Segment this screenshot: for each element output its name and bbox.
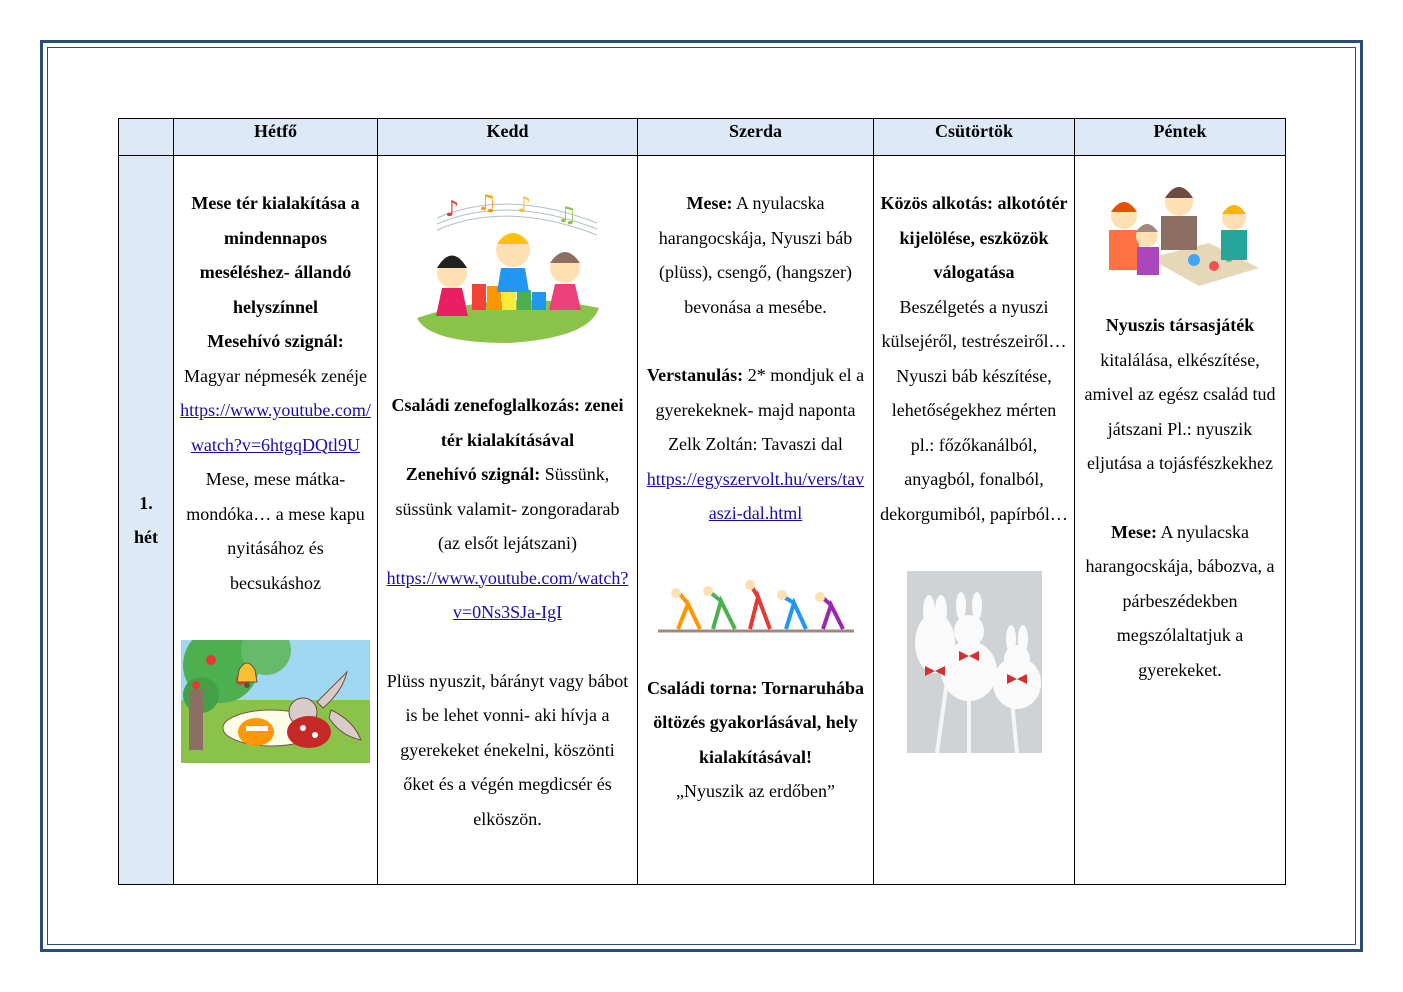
- wednesday-poem-link[interactable]: https://egyszervolt.hu/vers/tavaszi-dal.html: [646, 468, 865, 523]
- week-word: hét: [134, 527, 158, 547]
- thursday-craft-text: Beszélgetés a nyuszi külsejéről, testrészeiről… Nyuszi báb készítése, lehetőségekhez mérten pl.: főzőkanálból, anyagból, fonalból, dekorgumiból, papírból…: [880, 296, 1068, 524]
- monday-rhyme: Mese, mese mátka- mondóka… a mese kapu nyitásához és becsukáshoz: [186, 469, 365, 593]
- day-header-tuesday: Kedd: [378, 119, 638, 156]
- monday-cell: [174, 156, 378, 885]
- week-row: [119, 156, 1286, 885]
- friday-story-label: Mese:: [1111, 521, 1157, 542]
- tuesday-note: Plüss nyuszit, bárányt vagy bábot is be lehet vonni- aki hívja a gyerekeket énekelni, köszönti őket és a végén megdicsér és elköszön.: [386, 670, 629, 829]
- tuesday-signal-label: Zenehívó szignál:: [405, 464, 541, 484]
- children-music-image: [417, 188, 599, 348]
- wednesday-poem-author: Zelk Zoltán: Tavaszi dal: [668, 434, 843, 454]
- thursday-craft-title: Közös alkotás: alkotótér kijelölése, eszközök válogatása: [880, 193, 1068, 282]
- header-row: [119, 119, 1286, 156]
- wednesday-poem-label: Verstanulás:: [646, 365, 744, 385]
- wednesday-cell: [638, 156, 874, 885]
- wednesday-gym-text: „Nyuszik az erdőben”: [676, 781, 835, 801]
- tuesday-youtube-link[interactable]: https://www.youtube.com/watch?v=0Ns3SJa-IgI: [386, 567, 629, 622]
- svg-text:♫: ♫: [556, 203, 577, 228]
- day-header-friday: Péntek: [1075, 119, 1286, 156]
- wednesday-gym-title: Családi torna: Tornaruhába öltözés gyakorlásával, hely kialakításával!: [646, 677, 865, 767]
- friday-game-text: kitalálása, elkészítése, amivel az egész család tud játszani Pl.: nyuszik eljutása a tojásfészkekhez: [1084, 349, 1276, 473]
- week-label-cell: [119, 156, 174, 885]
- day-header-wednesday: Szerda: [638, 119, 874, 156]
- week-number: 1.: [139, 493, 153, 513]
- bunny-puppets-image: [907, 571, 1042, 753]
- monday-title: Mese tér kialakítása a mindennapos meséléshez- állandó helyszínnel: [191, 193, 360, 317]
- children-exercising-image: [658, 571, 854, 641]
- tuesday-title: Családi zenefoglalkozás: zenei tér kialakításával: [391, 395, 624, 450]
- monday-signal-label: Mesehívó szignál:: [207, 331, 344, 351]
- svg-text:♪: ♪: [516, 193, 531, 218]
- wednesday-poem-text: 2* mondjuk el a gyerekeknek- majd naponta: [655, 365, 865, 420]
- tuesday-cell: [378, 156, 638, 885]
- wednesday-story-label: Mese:: [686, 193, 733, 213]
- tuesday-signal-text: Süssünk, süssünk valamit- zongoradarab (az elsőt lejátszani): [395, 464, 620, 553]
- family-board-game-image: [1099, 178, 1261, 288]
- friday-cell: [1075, 156, 1286, 885]
- corner-cell: [119, 119, 174, 156]
- bunny-resting-image: [181, 640, 370, 763]
- friday-story-text: A nyulacska harangocskája, bábozva, a párbeszédekben megszólaltatjuk a gyerekeket.: [1085, 521, 1275, 680]
- monday-youtube-link[interactable]: https://www.youtube.com/watch?v=6htgqDQtl9U: [180, 400, 371, 455]
- day-header-monday: Hétfő: [174, 119, 378, 156]
- friday-game-title: Nyuszis társasjáték: [1105, 315, 1255, 335]
- wednesday-story-text: A nyulacska harangocskája, Nyuszi báb (plüss), csengő, (hangszer) bevonása a mesébe.: [658, 193, 853, 317]
- weekly-plan-table: [118, 118, 1286, 885]
- day-header-thursday: Csütörtök: [874, 119, 1075, 156]
- monday-signal-text: Magyar népmesék zenéje: [184, 365, 367, 386]
- svg-text:♫: ♫: [476, 191, 497, 216]
- thursday-cell: [874, 156, 1075, 885]
- svg-text:♪: ♪: [444, 197, 459, 222]
